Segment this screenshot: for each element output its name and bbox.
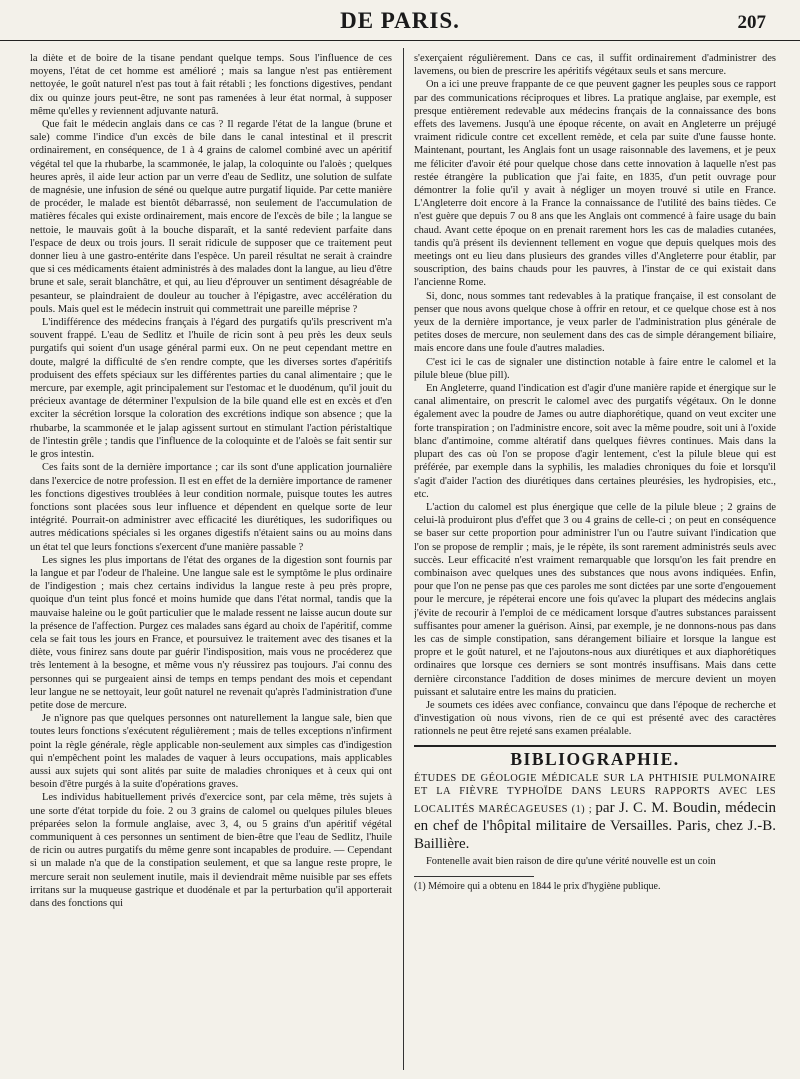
paragraph: Si, donc, nous sommes tant redevables à la pratique française, il est consolant de penser que nous avons quelque chose à offrir en retour, et ce quelque chose est à nos yeux de la dernière importance, je veux parler de l'administration plus générale de petites doses de mercure, non seulement dans des cas de simple dérangement biliaire, mais encore dans une foule d'autres maladies. — [414, 290, 776, 355]
left-column — [30, 52, 392, 1067]
paragraph: la diète et de boire de la tisane pendant quelque temps. Sous l'influence de ces moyens, l'état de cet homme est amélioré ; mais sa langue n'est pas entièrement nettoyée, le goût naturel n'est pas tout à fait rétabli ; les fonctions digestives, pendant dix ou quinze jours peut-être, ne sont pas ramenées à leur état normal, à supposer même qu'elles y reviennent adjuvante naturâ. — [30, 53, 392, 117]
paragraph: s'exerçaient régulièrement. Dans ce cas, il suffit ordinairement d'administrer des lavemens, ou bien de prescrire les apéritifs végétaux seuls et sans mercure. — [414, 53, 776, 78]
paragraph: L'action du calomel est plus énergique que celle de la pilule bleue ; 2 grains de celui-là produiront plus d'effet que 3 ou 4 grains de celle-ci ; on peut en conséquence se baser sur cette proportion pour administrer l'un ou l'autre suivant l'indication que l'on se propose de remplir ; mais, je le répète, ils sont rarement administrés seuls avec succès. Leur efficacité n'est vraiment remarquable que lorsqu'on les fait prendre en combinaison avec quelques unes des substances que nous avons indiquées. Enfin, pour que l'on ne pense pas que ces paroles me sont dictées par une sorte d'engouement pour le mercure, je répéterai encore une fois qu'avec la plupart des médecins anglais j'évite de recourir à l'emploi de ce médicament lorsque d'autres substances paraissent suffisantes pour amener la guérison. Ainsi, par exemple, je ne donnons-nous pas dans les cas de simple constipation, sans dérangement biliaire et lorsque la langue est propre et le goût naturel, et ne l'ajoutons-nous aux diurétiques et aux diaphorétiques ordinaires que lorsque ces derniers se sont montrés insuffisans. Mais dans cette dernière circonstance l'addition de doses minimes de mercure devient un moyen puissant et salutaire entre les mains du praticien. — [414, 501, 776, 698]
paragraph: En Angleterre, quand l'indication est d'agir d'une manière rapide et énergique sur le canal alimentaire, on prescrit le calomel avec des purgatifs végétaux. On le donne également avec la poudre de James ou autre diaphorétique, quand on veut exciter une forte transpiration ; on l'administre encore, soit avec la même poudre, soit uni à l'oxide blanc d'antimoine, comme altératif dans quelques fièvres continues. Mais dans la plupart des cas où l'on se propose d'agir lentement, c'est la pilule bleue qui est préférée, par exemple dans la syphilis, les maladies chroniques du foie et lorsqu'il s'agit d'aider l'action des diurétiques dans certaines pleurésies, les hydropisies, etc., etc. — [414, 383, 776, 500]
bibliography-heading: BIBLIOGRAPHIE. — [510, 748, 680, 769]
paragraph: Que fait le médecin anglais dans ce cas ? Il regarde l'état de la langue (brune et sale) comme l'indice d'un excès de bile dans le canal intestinal et il prescrit ordinairement, en conséquence, de 1 à 4 grains de calomel combiné avec un apéritif végétal tel que la rhubarbe, la scammonée, le jalap, la coloquinte ou l'aloès ; quelques heures après, il aide leur action par un verre d'eau de Sedlitz, une solution de sulfate de magnésie, une infusion de séné ou quelque autre purgatif liquide. Par cette manière de procéder, le malade est bientôt débarrassé, non seulement de l'accumulation de matières fécales qui existe ordinairement, mais encore de l'excès de bile ; la langue se nettoie, le mauvais goût à la bouche disparaît, et la santé redevient parfaite dans l'espace de deux ou trois jours. Il serait ridicule de supposer que ce traitement peut donner lieu à une gastro-entérite dans l'espèce. Un pareil résultat ne serait à craindre que si ces médicaments étaient administrés à des malades dont la langue, au lieu d'être brune et sale, serait blanchâtre, et qui, au lieu d'éprouver un sentiment désagréable de pesanteur, se plaindraient de douleur au toucher à l'épigastre, avec accélération du pouls. Mais quel est le médecin instruit qui commettrait une pareille méprise ? — [30, 119, 392, 315]
right-column — [414, 52, 776, 1067]
paragraph: L'indifférence des médecins français à l'égard des purgatifs qu'ils prescrivent m'a souvent frappé. L'eau de Sedlitz et l'huile de ricin sont à peu près les deux seuls purgatifs qui soient d'un usage général parmi eux. On ne peut cependant mettre en doute, malgré la difficulté de s'en rendre compte, que les diverses sortes d'apéritifs produisent des effets spéciaux sur les différentes parties du canal alimentaire ; que le mercure, par exemple, agit principalement sur l'estomac et le duodénum, qu'il jouit du précieux avantage de déterminer l'expulsion de la bile quand elle est en excès et d'en exciter la sécrétion lorsque la coloration des excrétions indique son absence ; que la rhubarbe, la scammonée et le jalap agissent surtout en stimulant l'action péristaltique de l'intestin grêle ; tandis que l'influence de la coloquinte et de l'aloès se fait sentir sur le gros intestin. — [30, 317, 392, 461]
paragraph: Je soumets ces idées avec confiance, convaincu que dans l'époque de recherche et d'investigation où nous vivons, rien de ce qui est présenté avec des caractères rationnels ne peut être rejeté sans examen préalable. — [414, 699, 776, 738]
paragraph: Les signes les plus importans de l'état des organes de la digestion sont fournis par la langue et par l'odeur de l'haleine. Une langue sale est le symptôme le plus ordinaire de l'indigestion ; mais chez certains individus la langue reste à peu près propre, quoique d'un teint plus foncé et moins humide que dans l'état normal, tandis que la mauvaise haleine ou le goût particulier que le malade ressent ne laisse aucun doute sur la présence de l'affection. Purgez ces malades sans égard au choix de l'apéritif, comme cela se fait tous les jours en France, et poursuivez le traitement avec des tisanes et la diète, vous finirez sans doute par guérir l'indisposition, mais vous ne procéderez que très lentement à la besogne, et même vous n'y réussirez pas toujours. J'ai connu des personnes qui se purgeaient ainsi de temps en temps pendant des mois et cependant leur langue ne se nettoyait, leur goût naturel ne revenait qu'après l'administration d'une petite dose de mercure. — [30, 554, 392, 711]
page-number: 207 — [737, 12, 766, 33]
paragraph: Je n'ignore pas que quelques personnes ont naturellement la langue sale, bien que toutes leurs fonctions s'exécutent régulièrement ; mais de telles exceptions n'infirment point la règle générale, règle applicable non-seulement aux simples cas d'indigestion qui n'empêchent point les malades de vaquer à leurs occupations, mais applicables aussi aux sujets qui sont alités par suite de maladies chroniques et à ceux qui ont besoin d'être purgés à la suite d'opérations graves. — [30, 713, 392, 791]
bibliography-entry — [414, 772, 776, 853]
paragraph: On a ici une preuve frappante de ce que peuvent gagner les peuples sous ce rapport par des communications réciproques et libres. La pratique anglaise, par exemple, est presque entièrement redevable aux médecins français de la connaissance des bons effets des lavemens. Jusqu'à une époque récente, on avait en Angleterre un préjugé vraiment ridicule contre cet excellent remède, et cela par suite d'une fausse honte. Maintenant, pourtant, les Anglais font un usage raisonnable des lavemens, et je peux me féliciter d'avoir été pour quelque chose dans cette innovation à laquelle n'est pas restée étrangère la publication que j'ai faite, en 1835, d'un petit ouvrage pour démontrer la folie qu'il y avait à négliger un moyen trouvé si utile en France. L'Angleterre doit encore à la France la connaissance de l'utilité des bains tièdes. Ce n'est guère que depuis 7 ou 8 ans que les Anglais ont commencé à faire usage du bain chaud. Avant cette époque on en prenait rarement hors les cas de maladies cutanées, tandis qu'à présent ils deviennent tellement en vogue que depuis quelques mois des meetings ont eu lieu dans plusieurs des grandes villes d'Angleterre pour établir, par souscription, des bains chauds pour les pauvres, à l'instar de ce qui existait dans l'ancienne Rome. — [414, 79, 776, 289]
footnote-divider — [414, 876, 534, 877]
footnote: (1) Mémoire qui a obtenu en 1844 le prix d'hygiène publique. — [414, 880, 661, 892]
bibliography-entry-title: ÉTUDES DE GÉOLOGIE MÉDICALE SUR LA PHTHISIE PULMONAIRE ET LA FIÈVRE TYPHOÏDE DANS LEURS RAPPORTS AVEC LES LOCALITÉS MARÉCAGEUSES (1) ; — [414, 772, 776, 815]
masthead — [0, 0, 800, 41]
paragraph: C'est ici le cas de signaler une distinction notable à faire entre le calomel et la pilule bleue (blue pill). — [414, 356, 776, 381]
paragraph: Les individus habituellement privés d'exercice sont, par cela même, très sujets à une sorte d'état torpide du foie. 2 ou 3 grains de calomel ou quelques pilules bleues préparées selon la formule anglaise, avec 3, 4, ou 5 grains d'un apéritif végétal communiquent à ces personnes un sentiment de bien-être que l'eau de Sedlitz, l'huile de ricin ou autres purgatifs du même genre sont incapables de produire. — Cependant si un malade n'a que de la constipation seulement, et que sa langue reste propre, le mercure serait non seulement inutile, mais il deviendrait même nuisible par ses effets irritans sur la muqueuse gastrique et duodénale et par la perturbation qu'il apporterait dans des fonctions qui — [30, 792, 392, 909]
section-divider — [414, 745, 776, 747]
paragraph: Ces faits sont de la dernière importance ; car ils sont d'une application journalière dans l'exercice de notre profession. Il est en effet de la dernière importance de ramener les fonctions digestives troublées à leur condition normale, puisque toutes les autres fonctions sont placées sous leur influence et dépendent en quelque sorte de leur intégrité. Pourrait-on administrer avec efficacité les diurétiques, les sudorifiques ou autres médications spéciales si les organes digestifs n'étaient sains ou au moins dans un état tel que leurs fonctions s'exercent d'une manière passable ? — [30, 462, 392, 553]
newspaper-title: DE PARIS. — [340, 8, 460, 33]
column-divider — [403, 48, 404, 1070]
bibliography-entry-author: par J. C. M. Boudin, médecin en chef de l'hôpital militaire de Versailles. Paris, chez J.-B. Baillière. — [414, 799, 776, 852]
paragraph: Fontenelle avait bien raison de dire qu'une vérité nouvelle est un coin — [426, 855, 716, 867]
